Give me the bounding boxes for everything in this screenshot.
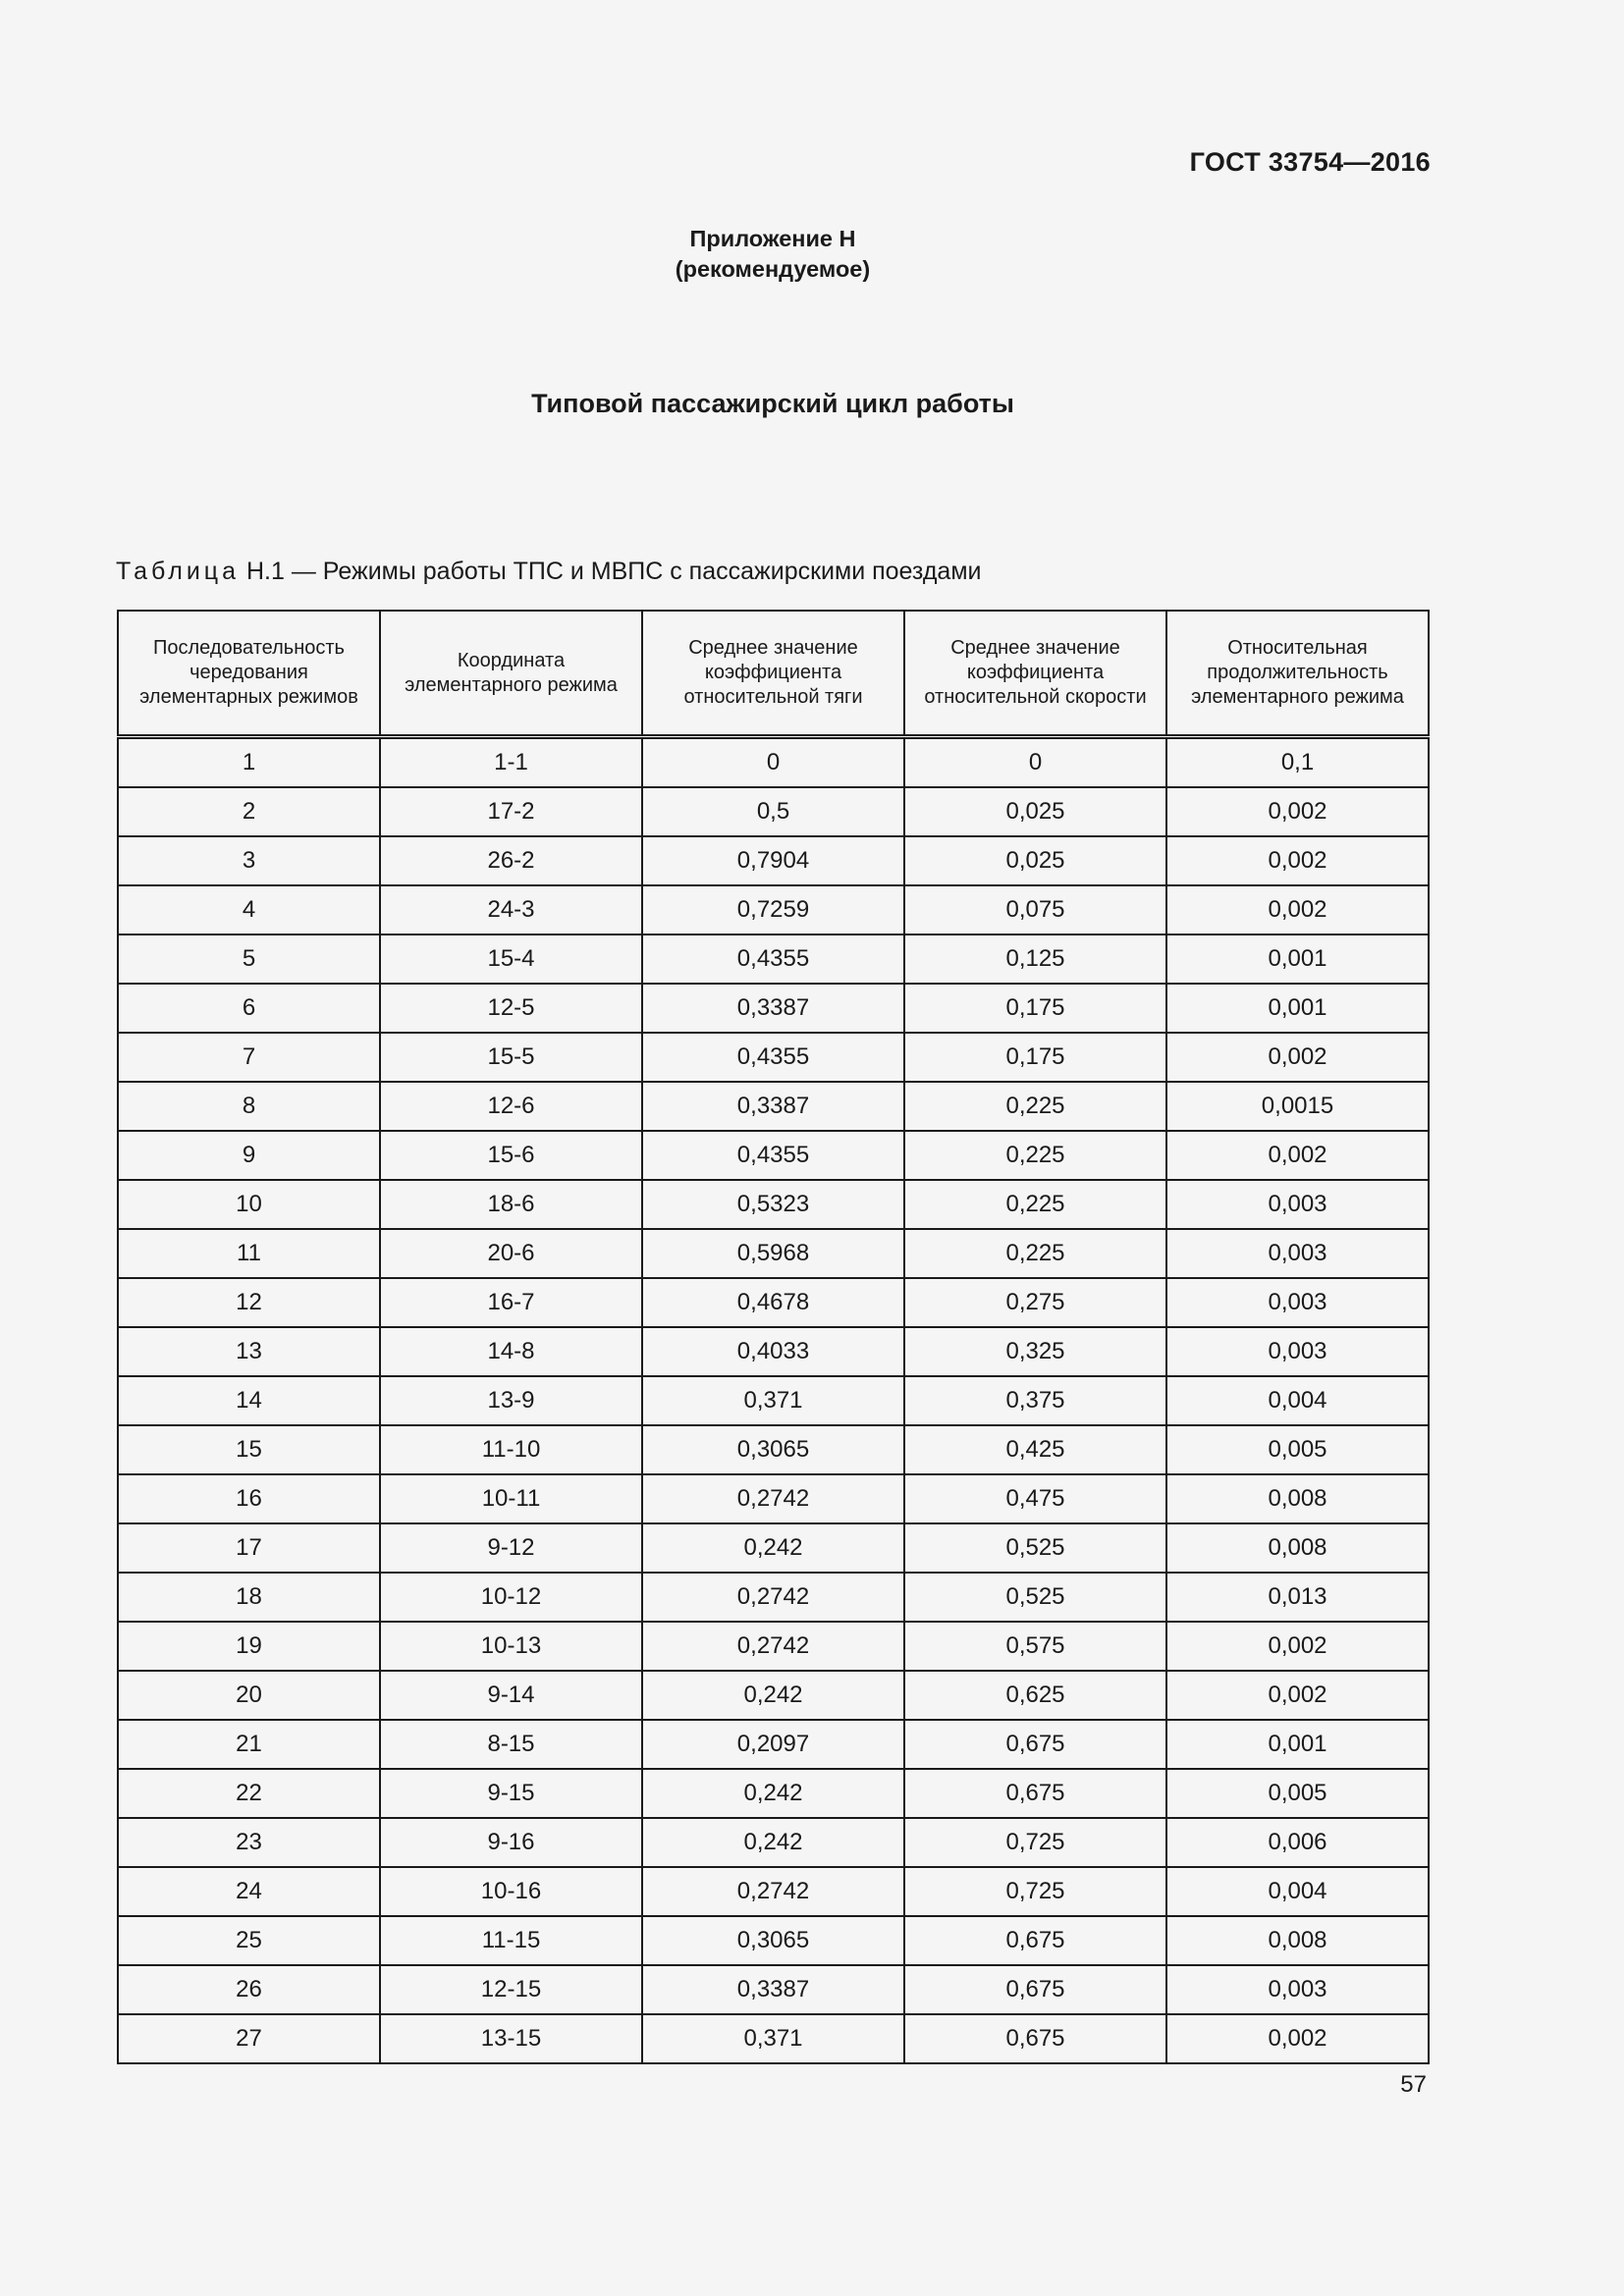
table-cell: 0,725 xyxy=(904,1867,1166,1916)
table-cell: 0,475 xyxy=(904,1474,1166,1523)
table-cell: 0,7259 xyxy=(642,885,904,934)
table-row xyxy=(118,1769,1429,1818)
table-cell: 0,4355 xyxy=(642,1033,904,1082)
table-cell: 17-2 xyxy=(380,787,642,836)
table-caption-lead: Таблица xyxy=(116,558,241,585)
table-cell: 0,001 xyxy=(1166,1720,1429,1769)
table-cell: 14-8 xyxy=(380,1327,642,1376)
table-body xyxy=(118,737,1429,2064)
table-cell: 0,525 xyxy=(904,1523,1166,1573)
table-row xyxy=(118,836,1429,885)
table-cell: 12-6 xyxy=(380,1082,642,1131)
page-number: 57 xyxy=(1400,2071,1427,2098)
table-row xyxy=(118,934,1429,984)
table-cell: 9 xyxy=(118,1131,380,1180)
table-cell: 0,2742 xyxy=(642,1474,904,1523)
table-cell: 10-12 xyxy=(380,1573,642,1622)
table-cell: 11-10 xyxy=(380,1425,642,1474)
table-row xyxy=(118,1965,1429,2014)
modes-table xyxy=(117,610,1430,2064)
table-cell: 0,2742 xyxy=(642,1867,904,1916)
table-cell: 0,4355 xyxy=(642,1131,904,1180)
table-row xyxy=(118,1229,1429,1278)
table-cell: 0,005 xyxy=(1166,1769,1429,1818)
table-row xyxy=(118,1671,1429,1720)
table-cell: 15 xyxy=(118,1425,380,1474)
table-cell: 0,005 xyxy=(1166,1425,1429,1474)
table-cell: 26 xyxy=(118,1965,380,2014)
table-cell: 0,225 xyxy=(904,1131,1166,1180)
table-cell: 0,002 xyxy=(1166,2014,1429,2063)
table-cell: 14 xyxy=(118,1376,380,1425)
table-cell: 16 xyxy=(118,1474,380,1523)
table-cell: 6 xyxy=(118,984,380,1033)
table-cell: 0,004 xyxy=(1166,1376,1429,1425)
table-cell: 0,5968 xyxy=(642,1229,904,1278)
table-cell: 0,3387 xyxy=(642,1082,904,1131)
table-cell: 0,225 xyxy=(904,1229,1166,1278)
table-cell: 0,675 xyxy=(904,1769,1166,1818)
table-row xyxy=(118,1720,1429,1769)
table-row xyxy=(118,2014,1429,2063)
table-cell: 0,002 xyxy=(1166,1671,1429,1720)
table-cell: 0,003 xyxy=(1166,1229,1429,1278)
table-row xyxy=(118,1867,1429,1916)
table-cell: 0,008 xyxy=(1166,1474,1429,1523)
column-header: Среднее значение коэффициента относительной тяги xyxy=(642,611,904,737)
table-cell: 0,002 xyxy=(1166,787,1429,836)
table-cell: 16-7 xyxy=(380,1278,642,1327)
table-row xyxy=(118,1622,1429,1671)
table-cell: 8-15 xyxy=(380,1720,642,1769)
table-cell: 0,006 xyxy=(1166,1818,1429,1867)
table-cell: 0,625 xyxy=(904,1671,1166,1720)
table-cell: 11 xyxy=(118,1229,380,1278)
table-cell: 0,3387 xyxy=(642,1965,904,2014)
table-cell: 0 xyxy=(642,737,904,788)
table-row xyxy=(118,885,1429,934)
document-code: ГОСТ 33754—2016 xyxy=(1189,147,1431,177)
table-cell: 0,7904 xyxy=(642,836,904,885)
table-row xyxy=(118,1327,1429,1376)
table-cell: 17 xyxy=(118,1523,380,1573)
table-cell: 0,425 xyxy=(904,1425,1166,1474)
appendix-status: (рекомендуемое) xyxy=(675,256,871,282)
table-cell: 0,175 xyxy=(904,1033,1166,1082)
table-cell: 10-13 xyxy=(380,1622,642,1671)
table-cell: 7 xyxy=(118,1033,380,1082)
column-header: Координата элементарного режима xyxy=(380,611,642,737)
appendix-heading xyxy=(0,224,1545,285)
table-cell: 12-5 xyxy=(380,984,642,1033)
column-header: Среднее значение коэффициента относительной скорости xyxy=(904,611,1166,737)
table-row xyxy=(118,1180,1429,1229)
table-cell: 0,002 xyxy=(1166,885,1429,934)
table-cell: 4 xyxy=(118,885,380,934)
table-cell: 18 xyxy=(118,1573,380,1622)
column-header: Последовательность чередования элементарных режимов xyxy=(118,611,380,737)
table-cell: 10-16 xyxy=(380,1867,642,1916)
table-cell: 0,225 xyxy=(904,1180,1166,1229)
table-cell: 0,675 xyxy=(904,1965,1166,2014)
table-cell: 8 xyxy=(118,1082,380,1131)
table-cell: 0,675 xyxy=(904,2014,1166,2063)
table-caption-text: Н.1 — Режимы работы ТПС и МВПС с пассажирскими поездами xyxy=(245,558,982,585)
table-cell: 20 xyxy=(118,1671,380,1720)
table-cell: 0,001 xyxy=(1166,984,1429,1033)
table-cell: 26-2 xyxy=(380,836,642,885)
table-row xyxy=(118,1916,1429,1965)
table-cell: 0,125 xyxy=(904,934,1166,984)
table-row xyxy=(118,787,1429,836)
table-cell: 20-6 xyxy=(380,1229,642,1278)
table-cell: 13 xyxy=(118,1327,380,1376)
table-cell: 0,275 xyxy=(904,1278,1166,1327)
table-cell: 0,725 xyxy=(904,1818,1166,1867)
table-cell: 0,242 xyxy=(642,1769,904,1818)
table-cell: 1-1 xyxy=(380,737,642,788)
table-cell: 0,002 xyxy=(1166,836,1429,885)
table-cell: 0,001 xyxy=(1166,934,1429,984)
table-row xyxy=(118,1376,1429,1425)
table-cell: 27 xyxy=(118,2014,380,2063)
table-row xyxy=(118,1573,1429,1622)
table-cell: 0,5323 xyxy=(642,1180,904,1229)
table-cell: 0,525 xyxy=(904,1573,1166,1622)
table-cell: 12-15 xyxy=(380,1965,642,2014)
table-cell: 0,371 xyxy=(642,2014,904,2063)
table-cell: 10-11 xyxy=(380,1474,642,1523)
table-cell: 0,2742 xyxy=(642,1622,904,1671)
table-cell: 9-12 xyxy=(380,1523,642,1573)
table-row xyxy=(118,1131,1429,1180)
table-row xyxy=(118,1818,1429,1867)
table-cell: 15-5 xyxy=(380,1033,642,1082)
table-cell: 25 xyxy=(118,1916,380,1965)
table-cell: 0 xyxy=(904,737,1166,788)
table-cell: 24 xyxy=(118,1867,380,1916)
table-cell: 0,025 xyxy=(904,836,1166,885)
table-row xyxy=(118,1474,1429,1523)
table-cell: 0,003 xyxy=(1166,1327,1429,1376)
table-cell: 0,325 xyxy=(904,1327,1166,1376)
table-cell: 0,3387 xyxy=(642,984,904,1033)
table-cell: 0,013 xyxy=(1166,1573,1429,1622)
table-cell: 0,675 xyxy=(904,1916,1166,1965)
table-cell: 0,3065 xyxy=(642,1425,904,1474)
table-cell: 0,002 xyxy=(1166,1131,1429,1180)
table-cell: 0,1 xyxy=(1166,737,1429,788)
table-cell: 0,0015 xyxy=(1166,1082,1429,1131)
table-row xyxy=(118,1523,1429,1573)
table-row xyxy=(118,1425,1429,1474)
table-cell: 13-9 xyxy=(380,1376,642,1425)
table-cell: 9-15 xyxy=(380,1769,642,1818)
table-cell: 24-3 xyxy=(380,885,642,934)
table-cell: 23 xyxy=(118,1818,380,1867)
table-cell: 0,4355 xyxy=(642,934,904,984)
table-cell: 0,008 xyxy=(1166,1916,1429,1965)
table-cell: 0,075 xyxy=(904,885,1166,934)
table-cell: 0,175 xyxy=(904,984,1166,1033)
table-cell: 1 xyxy=(118,737,380,788)
table-row xyxy=(118,1033,1429,1082)
table-cell: 2 xyxy=(118,787,380,836)
table-cell: 0,242 xyxy=(642,1818,904,1867)
table-cell: 0,002 xyxy=(1166,1033,1429,1082)
table-cell: 0,225 xyxy=(904,1082,1166,1131)
table-cell: 0,003 xyxy=(1166,1180,1429,1229)
table-cell: 11-15 xyxy=(380,1916,642,1965)
table-cell: 0,5 xyxy=(642,787,904,836)
table-cell: 0,003 xyxy=(1166,1965,1429,2014)
table-cell: 18-6 xyxy=(380,1180,642,1229)
appendix-title: Приложение Н xyxy=(689,226,856,251)
table-cell: 10 xyxy=(118,1180,380,1229)
table-cell: 15-4 xyxy=(380,934,642,984)
table-row xyxy=(118,1278,1429,1327)
table-cell: 0,675 xyxy=(904,1720,1166,1769)
table-cell: 0,371 xyxy=(642,1376,904,1425)
table-row xyxy=(118,737,1429,788)
table-cell: 0,3065 xyxy=(642,1916,904,1965)
table-cell: 19 xyxy=(118,1622,380,1671)
table-cell: 21 xyxy=(118,1720,380,1769)
table-cell: 0,4033 xyxy=(642,1327,904,1376)
section-title: Типовой пассажирский цикл работы xyxy=(531,389,1014,418)
table-cell: 0,002 xyxy=(1166,1622,1429,1671)
table-cell: 0,242 xyxy=(642,1671,904,1720)
table-cell: 0,375 xyxy=(904,1376,1166,1425)
table-cell: 0,025 xyxy=(904,787,1166,836)
table-cell: 0,575 xyxy=(904,1622,1166,1671)
table-cell: 15-6 xyxy=(380,1131,642,1180)
table-cell: 0,4678 xyxy=(642,1278,904,1327)
table-cell: 0,2097 xyxy=(642,1720,904,1769)
table-cell: 0,004 xyxy=(1166,1867,1429,1916)
table-cell: 13-15 xyxy=(380,2014,642,2063)
table-cell: 9-14 xyxy=(380,1671,642,1720)
table-cell: 0,008 xyxy=(1166,1523,1429,1573)
table-row xyxy=(118,984,1429,1033)
table-caption xyxy=(116,558,981,586)
table-cell: 12 xyxy=(118,1278,380,1327)
column-header: Относительная продолжительность элементарного режима xyxy=(1166,611,1429,737)
table-cell: 0,242 xyxy=(642,1523,904,1573)
table-cell: 9-16 xyxy=(380,1818,642,1867)
table-cell: 0,2742 xyxy=(642,1573,904,1622)
table-row xyxy=(118,1082,1429,1131)
table-header-row xyxy=(118,611,1429,737)
table-cell: 0,003 xyxy=(1166,1278,1429,1327)
table-cell: 22 xyxy=(118,1769,380,1818)
table-cell: 5 xyxy=(118,934,380,984)
table-cell: 3 xyxy=(118,836,380,885)
